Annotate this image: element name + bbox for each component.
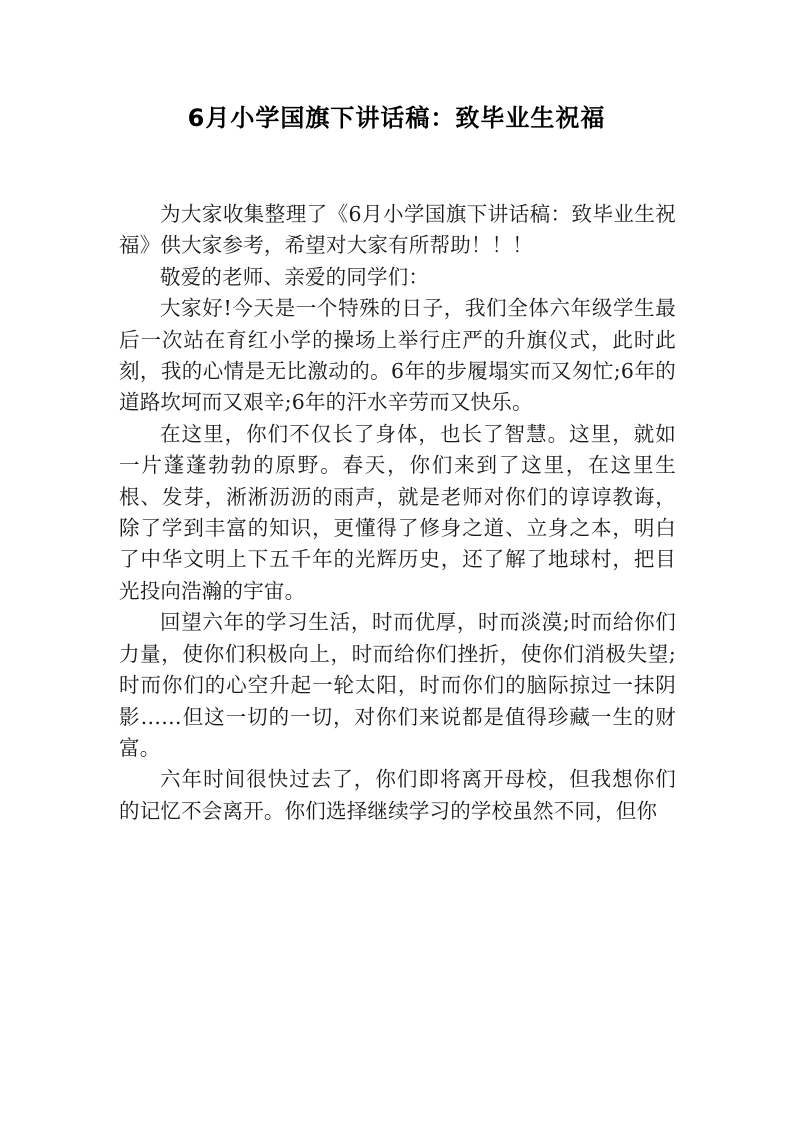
paragraph-intro: 为大家收集整理了《6月小学国旗下讲话稿：致毕业生祝福》供大家参考，希望对大家有所帮助！！！ <box>119 202 676 258</box>
paragraph-greeting: 大家好!今天是一个特殊的日子，我们全体六年级学生最后一次站在育红小学的操场上举行庄严的升旗仪式，此时此刻，我的心情是无比激动的。6年的步履塌实而又匆忙;6年的道路坎坷而又艰辛;6年的汗水辛劳而又快乐。 <box>119 296 676 415</box>
paragraph-retrospect: 回望六年的学习生活，时而优厚，时而淡漠;时而给你们力量，使你们积极向上，时而给你们挫折，使你们消极失望;时而你们的心空升起一轮太阳，时而你们的脑际掠过一抹阴影……但这一切的一切，对你们来说都是值得珍藏一生的财富。 <box>119 610 676 760</box>
document-title: 6月小学国旗下讲话稿：致毕业生祝福 <box>187 104 606 132</box>
paragraph-farewell: 六年时间很快过去了，你们即将离开母校，但我想你们的记忆不会离开。你们选择继续学习的学校虽然不同，但你 <box>119 767 676 823</box>
document-body <box>119 199 676 827</box>
paragraph-growth: 在这里，你们不仅长了身体，也长了智慧。这里，就如一片蓬蓬勃勃的原野。春天，你们来到了这里，在这里生根、发芽，淅淅沥沥的雨声，就是老师对你们的谆谆教诲，除了学到丰富的知识，更懂得了修身之道、立身之本，明白了中华文明上下五千年的光辉历史，还了解了地球村，把目光投向浩瀚的宇宙。 <box>119 421 676 603</box>
paragraph-salutation: 敬爱的老师、亲爱的同学们： <box>160 264 430 289</box>
